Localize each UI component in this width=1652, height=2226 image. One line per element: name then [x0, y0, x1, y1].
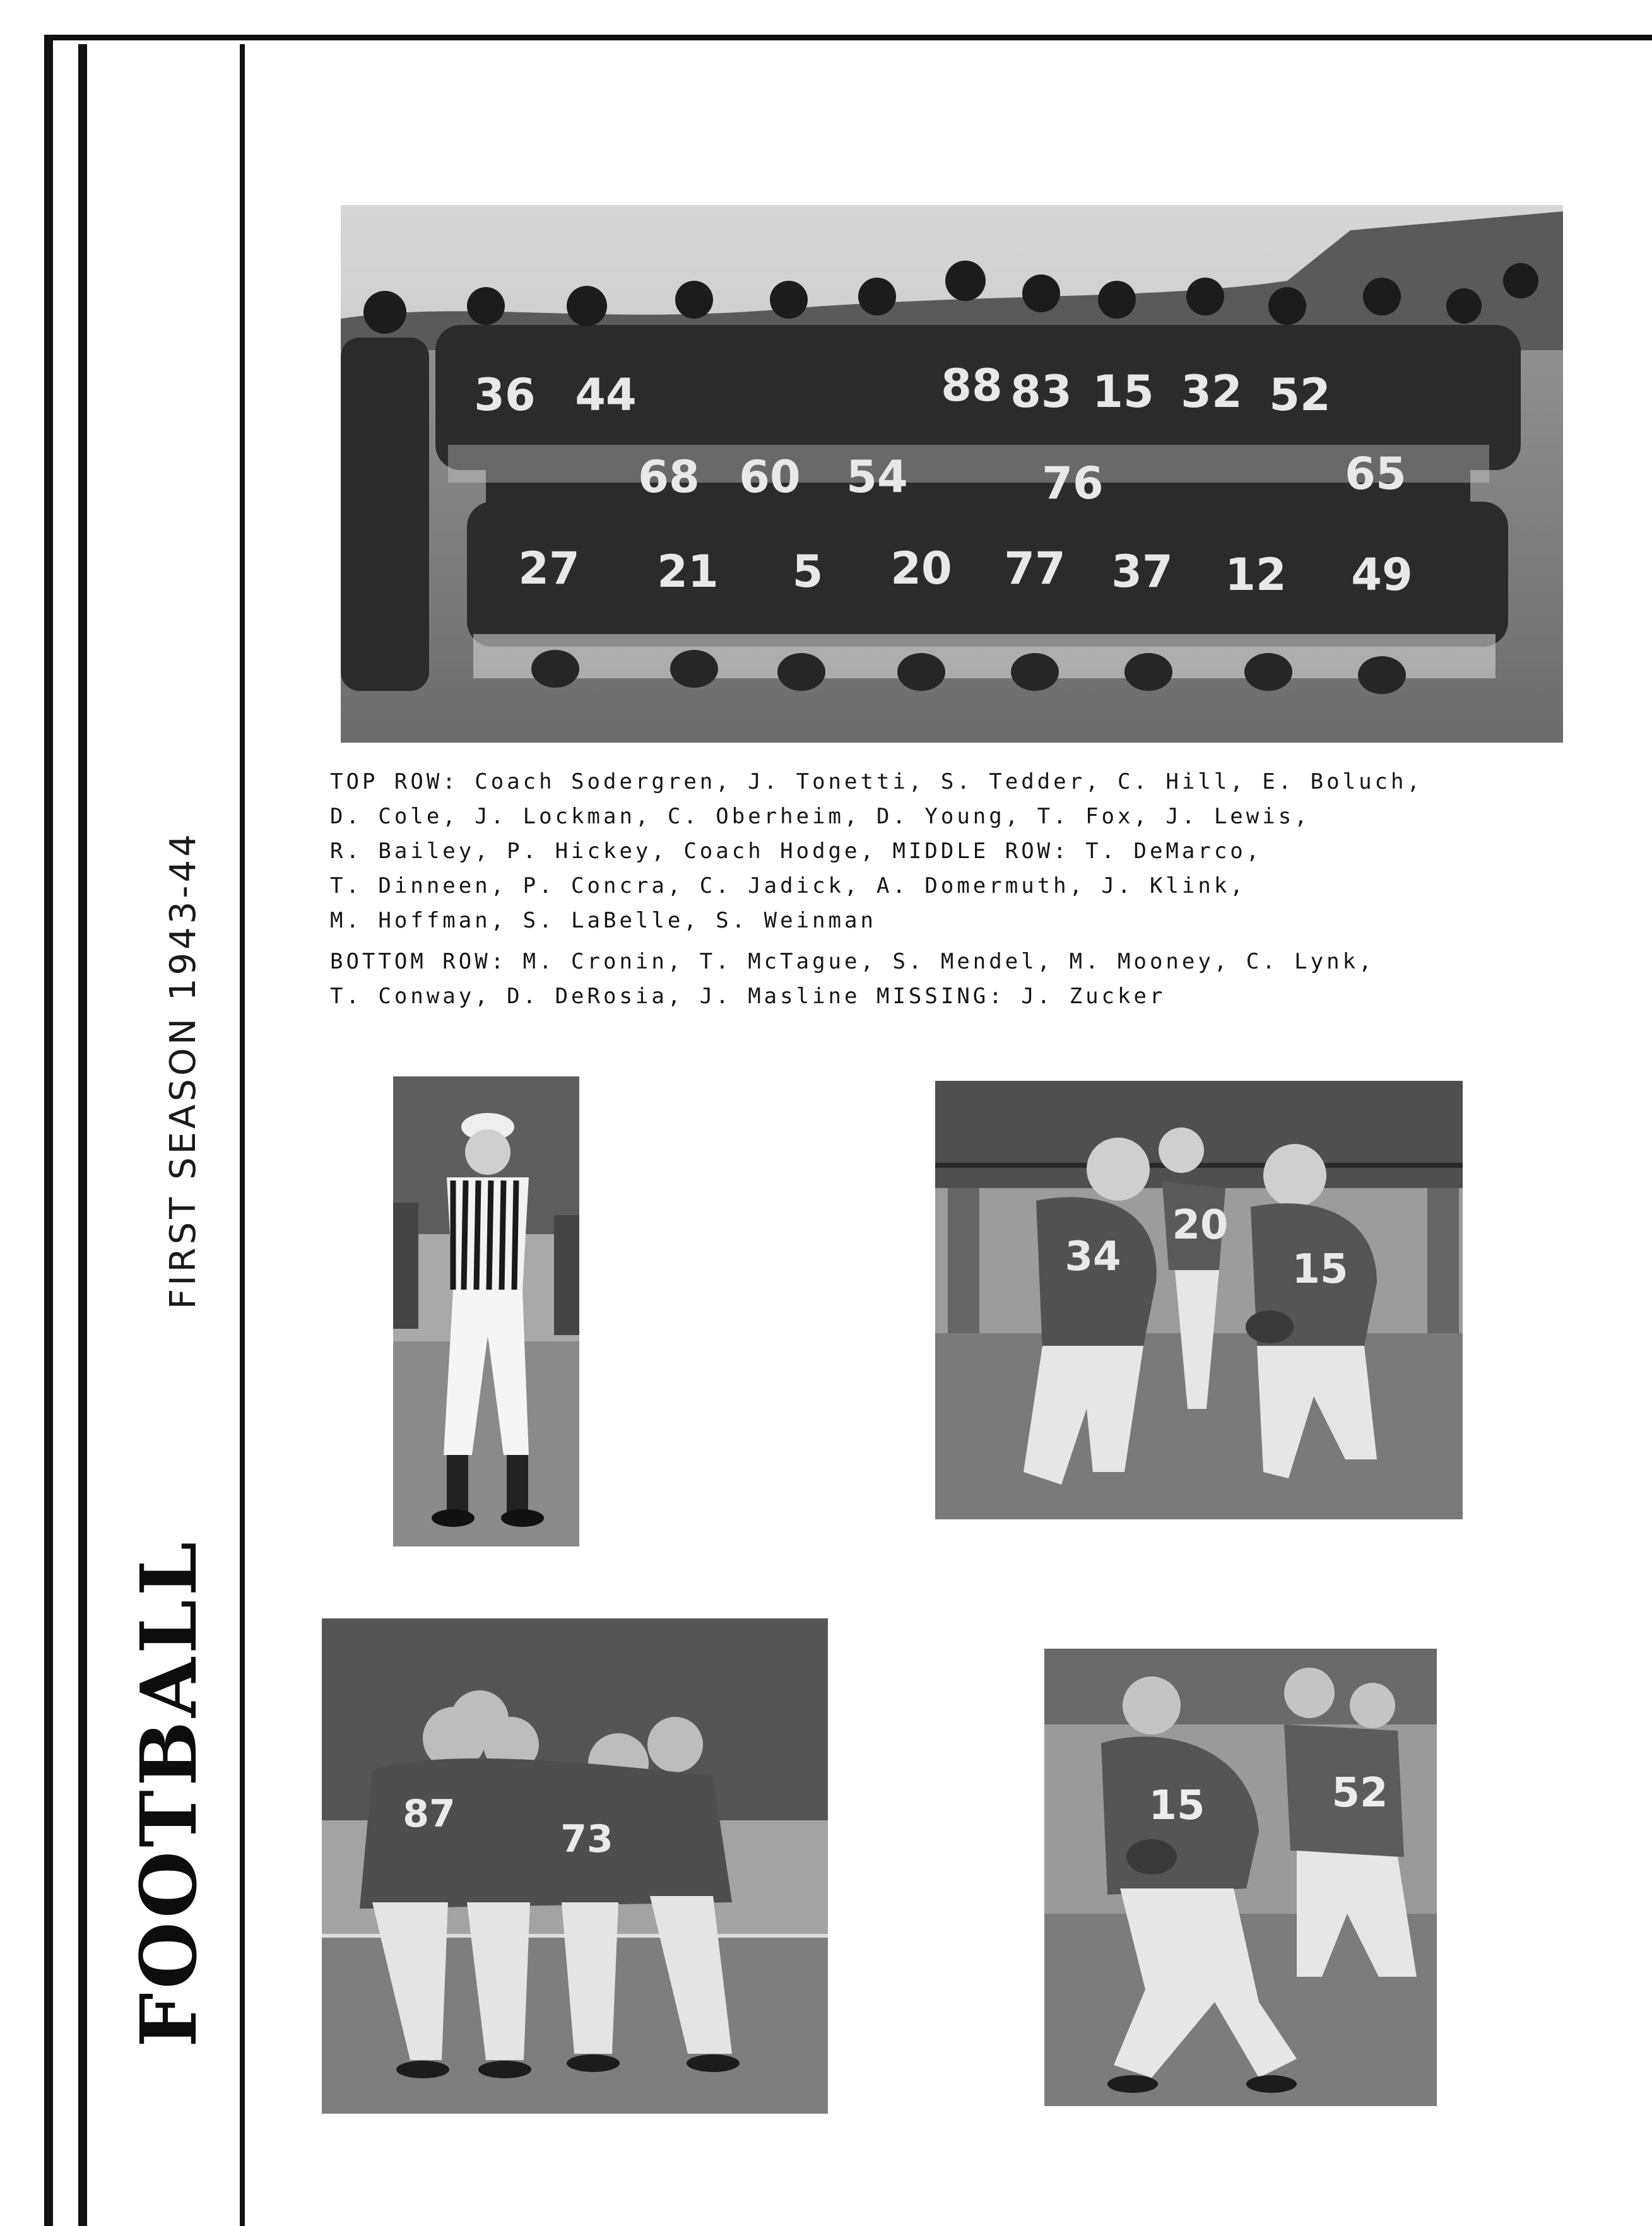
left-border-line-outer	[44, 35, 53, 2226]
svg-text:27: 27	[518, 543, 580, 594]
svg-text:44: 44	[575, 369, 637, 421]
left-border-line-inner	[78, 44, 87, 2226]
caption-line-middle-row-1: T. Dinneen, P. Concra, C. Jadick, A. Domermuth, J. Klink,	[330, 873, 1246, 898]
svg-text:20: 20	[1172, 1202, 1229, 1249]
svg-text:73: 73	[560, 1817, 613, 1861]
team-photo	[341, 205, 1563, 743]
referee-photo	[393, 1076, 579, 1546]
caption-line-bottom-row-1: BOTTOM ROW: M. Cronin, T. McTague, S. Mendel, M. Mooney, C. Lynk,	[330, 949, 1375, 974]
quarterback-photo-image	[1044, 1649, 1437, 2106]
caption-line-bottom-row-2: T. Conway, D. DeRosia, J. Masline MISSING: J. Zucker	[330, 984, 1166, 1009]
team-caption	[330, 765, 1630, 1014]
caption-line-top-row-2: D. Cole, J. Lockman, C. Oberheim, D. Young, T. Fox, J. Lewis,	[330, 804, 1311, 829]
svg-text:52: 52	[1269, 369, 1331, 421]
svg-text:21: 21	[657, 546, 719, 598]
svg-text:83: 83	[1010, 366, 1072, 418]
svg-text:65: 65	[1345, 448, 1407, 500]
quarterback-photo	[1044, 1649, 1437, 2106]
caption-line-top-row-1: TOP ROW: Coach Sodergren, J. Tonetti, S. Tedder, C. Hill, E. Boluch,	[330, 769, 1423, 794]
sidebar-divider-line	[240, 44, 245, 2226]
svg-text:60: 60	[739, 451, 801, 503]
handoff-photo	[935, 1081, 1463, 1519]
top-rule	[44, 35, 1652, 40]
referee-photo-image	[393, 1076, 579, 1546]
svg-text:34: 34	[1065, 1234, 1121, 1280]
team-photo-image	[341, 205, 1563, 743]
svg-text:77: 77	[1004, 543, 1066, 594]
page-subtitle: FIRST SEASON 1943-44	[163, 831, 204, 1309]
svg-text:49: 49	[1351, 549, 1413, 601]
caption-line-top-row-3: R. Bailey, P. Hickey, Coach Hodge, MIDDLE ROW: T. DeMarco,	[330, 839, 1263, 864]
svg-text:15: 15	[1148, 1782, 1205, 1829]
svg-text:37: 37	[1111, 546, 1173, 598]
svg-text:5: 5	[792, 546, 823, 598]
huddle-photo	[322, 1618, 828, 2114]
svg-text:20: 20	[890, 543, 952, 594]
team-jersey-36: 36	[474, 369, 536, 421]
svg-text:32: 32	[1181, 366, 1242, 418]
page-title: FOOTBALL	[123, 1538, 214, 2047]
svg-text:88: 88	[941, 360, 1003, 411]
svg-text:12: 12	[1225, 549, 1287, 601]
svg-text:15: 15	[1092, 366, 1154, 418]
svg-text:54: 54	[846, 451, 908, 503]
svg-text:15: 15	[1292, 1246, 1348, 1293]
svg-text:87: 87	[403, 1792, 456, 1836]
handoff-photo-image	[935, 1081, 1463, 1519]
svg-text:76: 76	[1042, 457, 1104, 509]
svg-text:52: 52	[1331, 1770, 1388, 1817]
huddle-photo-image	[322, 1618, 828, 2114]
caption-line-middle-row-2: M. Hoffman, S. LaBelle, S. Weinman	[330, 908, 876, 933]
svg-text:68: 68	[638, 451, 700, 503]
